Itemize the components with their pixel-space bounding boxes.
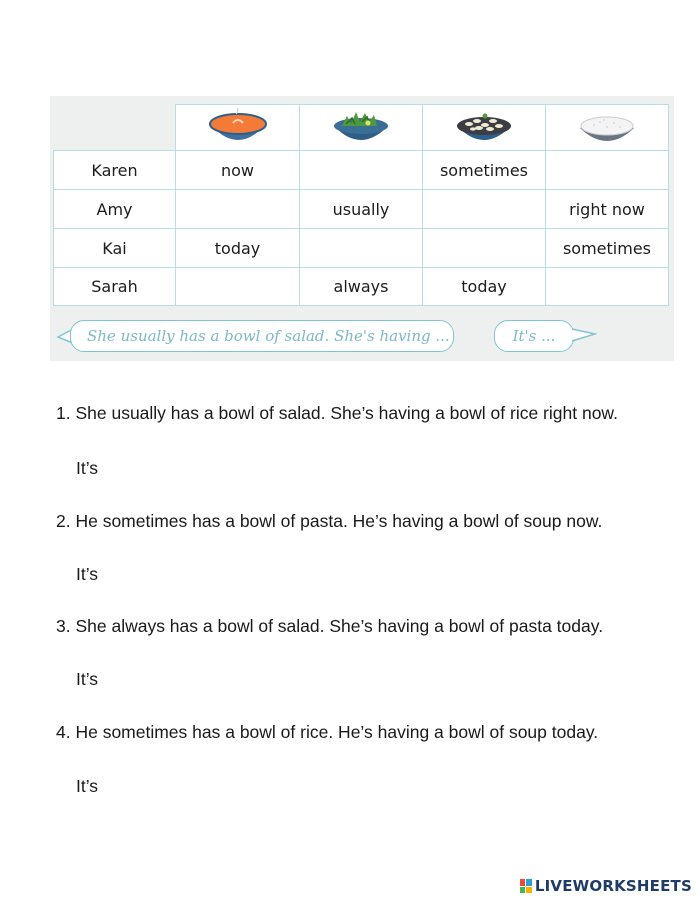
row-name: Kai <box>53 228 176 268</box>
table-cell: sometimes <box>422 150 546 190</box>
bubble-tail-right <box>571 326 597 346</box>
table-cell: always <box>299 267 423 306</box>
table-cell <box>422 228 546 268</box>
question-2: 2. He sometimes has a bowl of pasta. He’s having a bowl of soup now. <box>56 511 603 531</box>
salad-bowl-icon <box>299 104 423 151</box>
table-cell <box>175 189 300 229</box>
question-3: 3. She always has a bowl of salad. She’s having a bowl of pasta today. <box>56 616 604 636</box>
question-1: 1. She usually has a bowl of salad. She’s having a bowl of rice right now. <box>56 403 618 423</box>
table-cell: usually <box>299 189 423 229</box>
row-name: Karen <box>53 150 176 190</box>
pasta-bowl-icon <box>422 104 546 151</box>
answer-prompt-2: It’s <box>76 564 99 584</box>
table-cell <box>299 228 423 268</box>
table-corner <box>53 104 176 151</box>
table-cell <box>545 267 669 306</box>
liveworksheets-logo-icon <box>520 879 532 893</box>
answer-prompt-4: It’s <box>76 776 99 796</box>
table-cell <box>299 150 423 190</box>
row-name: Amy <box>53 189 176 229</box>
answer-prompt-3: It’s <box>76 669 99 689</box>
rice-bowl-icon <box>545 104 669 151</box>
table-cell: today <box>175 228 300 268</box>
table-cell <box>175 267 300 306</box>
speech-bubble-answer: It's ... <box>494 320 574 352</box>
table-cell <box>545 150 669 190</box>
brand-name: LIVEWORKSHEETS <box>534 877 692 895</box>
table-cell: now <box>175 150 300 190</box>
question-4: 4. He sometimes has a bowl of rice. He’s having a bowl of soup today. <box>56 722 599 742</box>
food-table <box>54 105 669 306</box>
table-cell <box>422 189 546 229</box>
answer-prompt-1: It’s <box>76 458 99 478</box>
table-cell: today <box>422 267 546 306</box>
soup-bowl-icon <box>175 104 300 151</box>
brand-logo <box>520 877 692 895</box>
speech-bubble-example: She usually has a bowl of salad. She's having ... <box>70 320 454 352</box>
table-cell: right now <box>545 189 669 229</box>
row-name: Sarah <box>53 267 176 306</box>
table-cell: sometimes <box>545 228 669 268</box>
